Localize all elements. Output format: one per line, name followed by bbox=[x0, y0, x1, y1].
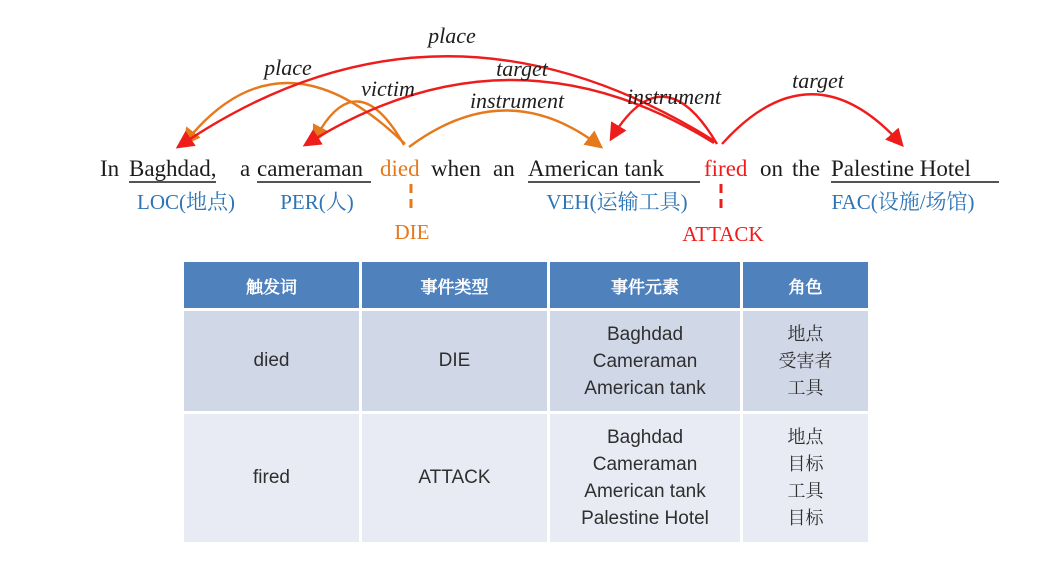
cell-elements-attack bbox=[550, 414, 740, 542]
arc-label-attack-place: place bbox=[428, 23, 476, 48]
table-row-attack bbox=[184, 414, 868, 542]
role-item: 受害者 bbox=[778, 350, 833, 371]
cell-trigger-fired: fired bbox=[184, 414, 359, 542]
cell-type-die: DIE bbox=[362, 311, 547, 411]
element-item: American tank bbox=[584, 481, 706, 502]
sentence-token-when: when bbox=[431, 156, 481, 181]
arc-label-attack-target-cameraman: target bbox=[496, 56, 548, 81]
entity-label-veh: VEH(运输工具) bbox=[546, 190, 688, 214]
sentence-token-a: a bbox=[240, 156, 251, 181]
event-annotation-diagram bbox=[0, 0, 1040, 256]
element-item: Palestine Hotel bbox=[581, 508, 709, 529]
element-item: American tank bbox=[584, 377, 706, 399]
role-item: 工具 bbox=[787, 481, 824, 501]
sentence-token-palestine-hotel: Palestine Hotel bbox=[831, 156, 971, 181]
role-item: 工具 bbox=[787, 377, 824, 398]
trigger-label-die: DIE bbox=[394, 220, 430, 244]
element-item: Baghdad bbox=[606, 427, 684, 448]
sentence-token-on: on bbox=[760, 156, 783, 181]
sentence-token-fired-trigger: fired bbox=[704, 156, 748, 181]
cell-trigger-died: died bbox=[184, 311, 359, 411]
table-header-row bbox=[184, 262, 868, 308]
arc-label-die-place: place bbox=[264, 55, 312, 80]
event-table bbox=[181, 259, 871, 545]
table-row-die bbox=[184, 311, 868, 411]
arc-die-instrument bbox=[409, 111, 601, 148]
col-header-event-type: 事件类型 bbox=[362, 262, 547, 308]
arc-label-die-victim: victim bbox=[361, 76, 415, 101]
sentence-token-an: an bbox=[493, 156, 515, 181]
sentence-token-american-tank: American tank bbox=[528, 156, 665, 181]
sentence-token-in: In bbox=[100, 156, 120, 181]
cell-type-attack: ATTACK bbox=[362, 414, 547, 542]
arc-label-attack-instrument: instrument bbox=[626, 84, 722, 109]
element-item: Cameraman bbox=[592, 454, 698, 475]
cell-elements-die bbox=[550, 311, 740, 411]
role-item: 地点 bbox=[787, 323, 824, 344]
sentence-token-cameraman: cameraman bbox=[257, 156, 363, 181]
sentence-token-died-trigger: died bbox=[380, 156, 420, 181]
role-item: 地点 bbox=[787, 427, 824, 447]
arc-label-die-instrument: instrument bbox=[469, 88, 565, 113]
role-item: 目标 bbox=[787, 454, 824, 474]
entity-label-fac: FAC(设施/场馆) bbox=[831, 190, 975, 214]
col-header-trigger-word: 触发词 bbox=[184, 262, 359, 308]
col-header-event-elements: 事件元素 bbox=[550, 262, 740, 308]
element-item: Cameraman bbox=[592, 350, 698, 372]
trigger-label-attack: ATTACK bbox=[682, 222, 764, 246]
cell-roles-die bbox=[743, 311, 868, 411]
role-item: 目标 bbox=[787, 508, 824, 528]
arc-attack-target-hotel bbox=[722, 94, 902, 145]
sentence-token-the: the bbox=[792, 156, 821, 181]
entity-label-per: PER(人) bbox=[280, 190, 354, 214]
sentence-token-baghdad: Baghdad, bbox=[129, 156, 217, 181]
element-item: Baghdad bbox=[606, 323, 684, 345]
entity-label-loc: LOC(地点) bbox=[137, 190, 235, 214]
col-header-role: 角色 bbox=[743, 262, 868, 308]
cell-roles-attack bbox=[743, 414, 868, 542]
arc-label-attack-target-hotel: target bbox=[792, 68, 844, 93]
